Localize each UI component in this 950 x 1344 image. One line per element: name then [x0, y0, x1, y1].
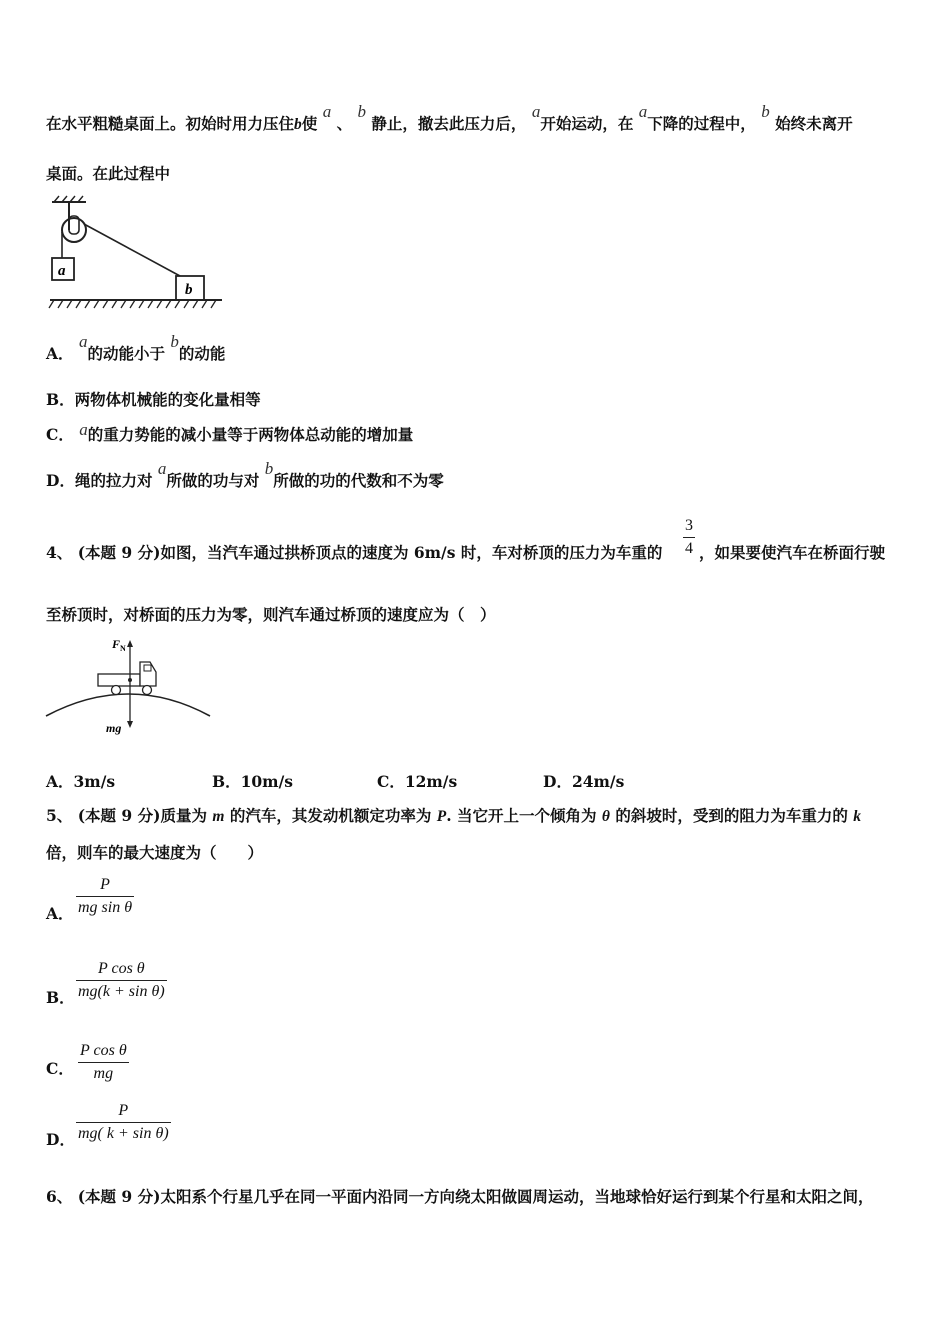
q3-option-b: B．两物体机械能的变化量相等	[46, 390, 261, 409]
q5-option-d-den: mg( k + sin θ)	[76, 1122, 171, 1143]
q5-option-d-fraction	[76, 1102, 171, 1143]
q6-number: 6、	[46, 1187, 73, 1206]
pulley-wheel	[62, 216, 86, 242]
q5-var-theta: θ	[601, 808, 610, 825]
q3-option-a-text1: 的动能小于	[87, 344, 165, 363]
q5-line1	[46, 806, 861, 827]
q3-var-a: a	[322, 102, 332, 121]
label-fn-sub: N	[120, 644, 126, 653]
q3-var-a-2: a	[531, 102, 541, 121]
bridge-arch	[46, 694, 210, 716]
label-mg: mg	[106, 721, 122, 735]
q3-option-d-text2: 所做的功的代数和不为零	[273, 471, 444, 490]
q5-option-c-num: P cos θ	[80, 1042, 127, 1059]
table-surface	[49, 300, 222, 308]
q5-option-c-label: C．	[46, 1059, 74, 1078]
q3-intro-text-g: 始终未离开	[775, 114, 853, 133]
q5-option-b-fraction	[76, 960, 167, 1001]
q3-var-b: b	[357, 102, 367, 121]
q3-option-a-var-a: a	[78, 332, 88, 351]
q5-var-m: m	[212, 808, 225, 825]
q5-option-d-label: D．	[46, 1130, 75, 1149]
q5-option-a-label: A．	[46, 904, 74, 923]
q4-text-a: (本题 9 分)如图，当汽车通过拱桥顶点的速度为 6m/s 时，车对桥顶的压力为车重的	[77, 543, 663, 562]
q3-intro-text-f: 下降的过程中，	[647, 114, 756, 133]
q5-option-c-fraction	[78, 1042, 129, 1083]
q3-intro-line2: 桌面。在此过程中	[46, 164, 171, 183]
block-a-label: a	[58, 263, 66, 279]
label-fn: F	[112, 637, 121, 651]
q4-fraction-num: 3	[685, 517, 693, 534]
truck	[98, 662, 156, 695]
q4-line1	[46, 543, 662, 563]
q4-line1-end: ，如果要使汽车在桥面行驶	[699, 543, 886, 562]
q3-intro-line1	[46, 102, 853, 135]
q5-option-b-den: mg(k + sin θ)	[76, 980, 167, 1001]
q4-fraction-den: 4	[683, 537, 695, 558]
q3-var-b-2: b	[761, 102, 770, 121]
q3-intro-text-a: 在水平粗糙桌面上。初始时用力压住	[46, 114, 295, 133]
pulley-figure	[44, 194, 226, 312]
q4-option-d: D．24m/s	[543, 772, 625, 791]
q3-option-d-label: D．绳的拉力对	[46, 471, 153, 490]
q3-option-a-text2: 的动能	[178, 344, 226, 363]
q5-text-c: . 当它开上一个倾角为	[446, 806, 597, 825]
q5-option-a-num: P	[100, 876, 110, 893]
q5-option-a-fraction	[76, 876, 134, 917]
q3-var-a-3: a	[638, 102, 648, 121]
q4-fraction	[683, 517, 695, 558]
q6-text: (本题 9 分)太阳系个行星几乎在同一平面内沿同一方向绕太阳做圆周运动，当地球恰好运行到某个行星和太阳之间，	[77, 1187, 874, 1206]
q3-option-a-var-b: b	[170, 332, 179, 351]
q5-option-a-den: mg sin θ	[76, 896, 134, 917]
q3-option-c-var-a: a	[79, 420, 88, 439]
q3-option-d	[46, 459, 444, 491]
q3-intro-text-c: 使	[301, 114, 318, 133]
bridge-truck-figure	[44, 632, 214, 740]
q3-option-c	[46, 420, 414, 445]
q5-line2: 倍，则车的最大速度为（ ）	[46, 843, 264, 862]
q5-option-d-num: P	[118, 1102, 129, 1119]
q5-option-b-num: P cos θ	[97, 960, 145, 977]
q3-option-c-label: C．	[46, 425, 74, 444]
block-b-label: b	[185, 282, 193, 298]
q3-intro-text-e: 开始运动，在	[540, 114, 634, 133]
q3-option-d-var-a: a	[157, 459, 167, 478]
q4-number: 4、	[46, 543, 73, 562]
gravity-arrow	[127, 680, 133, 728]
q3-var-b-inline: b	[294, 116, 302, 133]
q5-text-a: (本题 9 分)质量为	[77, 806, 207, 825]
q3-option-a-label: A．	[46, 344, 74, 363]
q4-option-b: B．10m/s	[212, 772, 293, 791]
q3-intro-text-d: 静止，撤去此压力后，	[371, 114, 527, 133]
q4-option-a: A．3m/s	[46, 772, 116, 791]
q5-var-k: k	[853, 808, 862, 825]
q6-line1	[46, 1187, 873, 1207]
rope-to-b	[84, 224, 180, 276]
q3-option-a	[46, 332, 226, 364]
q3-option-d-var-b: b	[264, 459, 274, 478]
q4-line2: 至桥顶时，对桥面的压力为零，则汽车通过桥顶的速度应为（ ）	[46, 605, 496, 624]
q5-number: 5、	[46, 806, 73, 825]
q5-var-p: P	[436, 808, 447, 825]
q5-text-b: 的汽车，其发动机额定功率为	[229, 806, 432, 825]
q5-option-c-den: mg	[78, 1062, 129, 1083]
q3-option-c-text: 的重力势能的减小量等于两物体总动能的增加量	[87, 425, 414, 444]
q4-option-c: C．12m/s	[377, 772, 458, 791]
q5-option-b-label: B．	[46, 988, 75, 1007]
q3-sep: 、	[336, 114, 353, 133]
q3-option-d-text1: 所做的功与对	[166, 471, 260, 490]
q5-text-d: 的斜坡时，受到的阻力为车重力的	[615, 806, 848, 825]
